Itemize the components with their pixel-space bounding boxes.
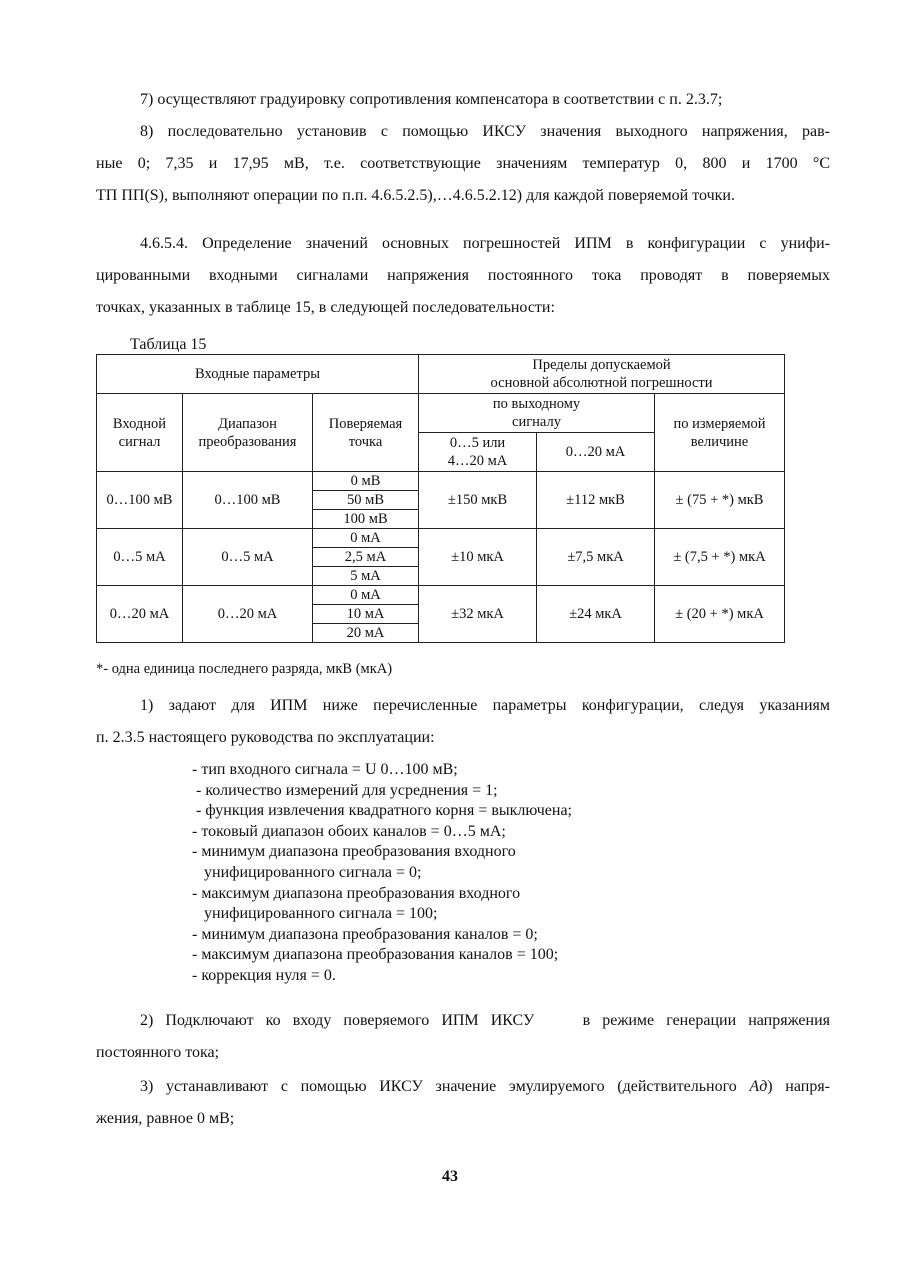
header-out-5-line1: 0…5 или [449,435,506,451]
config-parameter-list [192,760,572,987]
header-limits-line2: основной абсолютной погрешности [490,375,713,391]
cell-range: 0…20 мА [183,586,313,643]
cell-err-5: ±10 мкА [419,529,537,586]
header-limits [419,355,785,394]
list-item: унифицированного сигнала = 100; [192,905,438,923]
list-item: - минимум диапазона преобразования каналов = 0; [192,925,538,943]
section-4654-paragraph: 4.6.5.4. Определение значений основных погрешностей ИПМ в конфигурации с унифи- цированными входными сигналами напряжения постоянного тока проводят в поверяемых точках, указанных в таблице 15, в следующей последовательности: [96,235,830,316]
header-out-20: 0…20 мА [537,433,655,472]
header-point: Поверяемая точка [313,394,419,472]
item-8-paragraph: 8) последовательно установив с помощью ИКСУ значения выходного напряжения, рав- ные 0; 7,35 и 17,95 мВ, т.е. соответствующие значениям температур 0, 800 и 1700 °С ТП ПП(S), выполняют операции по п.п. 4.6.5.2.5),…4.6.5.2.12) для каждой поверяемой точки. [96,123,830,204]
cell-err-20: ±7,5 мкА [537,529,655,586]
header-range: Диапазон преобразования [183,394,313,472]
cell-point: 20 мА [313,624,419,643]
cell-point: 50 мВ [313,491,419,510]
cell-err-20: ±24 мкА [537,586,655,643]
step-3-symbol: Aд [749,1078,768,1095]
list-item: - количество измерений для усреднения = 1; [192,781,498,799]
cell-point: 10 мА [313,605,419,624]
cell-point: 0 мВ [313,472,419,491]
step-3-line-1: 3) устанавливают с помощью ИКСУ значение эмулируемого (действительного Aд) напря- [140,1078,831,1095]
cell-err-5: ±32 мкА [419,586,537,643]
list-item: унифицированного сигнала = 0; [192,863,422,881]
list-item: - максимум диапазона преобразования каналов = 100; [192,946,559,964]
cell-signal: 0…5 мА [97,529,183,586]
header-by-output-line2: сигналу [512,414,561,430]
cell-point: 0 мА [313,586,419,605]
header-out-5 [419,433,537,472]
cell-point: 2,5 мА [313,548,419,567]
item-7-paragraph: 7) осуществляют градуировку сопротивления компенсатора в соответствии с п. 2.3.7; [140,91,723,108]
page-number: 43 [442,1168,458,1185]
step-2-paragraph: 2) Подключают ко входу поверяемого ИПМ ИКСУ в режиме генерации напряжения постоянного тока; [96,1012,830,1061]
header-limits-line1: Пределы допускаемой [532,357,671,373]
cell-range: 0…5 мА [183,529,313,586]
header-input-params: Входные параметры [97,355,419,394]
step-1-paragraph: 1) задают для ИПМ ниже перечисленные параметры конфигурации, следуя указаниям п. 2.3.5 настоящего руководства по эксплуатации: [96,697,830,746]
list-item: - максимум диапазона преобразования входного [192,884,521,902]
cell-signal: 0…20 мА [97,586,183,643]
cell-signal: 0…100 мВ [97,472,183,529]
cell-err-measured: ± (20 + *) мкА [655,586,785,643]
table-row [97,529,785,548]
header-by-output [419,394,655,433]
table-row [97,586,785,605]
cell-err-measured: ± (7,5 + *) мкА [655,529,785,586]
list-item: - функция извлечения квадратного корня = выключена; [192,802,572,820]
header-by-measured: по измеряемой величине [655,394,785,472]
header-out-5-line2: 4…20 мА [447,453,508,469]
cell-point: 0 мА [313,529,419,548]
list-item: - коррекция нуля = 0. [192,966,336,984]
list-item: - минимум диапазона преобразования входного [192,843,516,861]
table-15 [96,354,785,643]
cell-range: 0…100 мВ [183,472,313,529]
table-caption: Таблица 15 [130,336,207,353]
table-header-row [97,394,785,433]
list-item: - токовый диапазон обоих каналов = 0…5 мА; [192,822,506,840]
cell-err-5: ±150 мкВ [419,472,537,529]
header-by-output-line1: по выходному [492,396,581,412]
table-header-row [97,355,785,394]
cell-err-measured: ± (75 + *) мкВ [655,472,785,529]
cell-point: 5 мА [313,567,419,586]
cell-err-20: ±112 мкВ [537,472,655,529]
table-row [97,472,785,491]
table-footnote: *- одна единица последнего разряда, мкВ (мкА) [96,661,393,677]
step-3-paragraph: 3) устанавливают с помощью ИКСУ значение эмулируемого (действительного Aд) напря- жения, равное 0 мВ; [96,1071,830,1135]
cell-point: 100 мВ [313,510,419,529]
list-item: - тип входного сигнала = U 0…100 мВ; [192,761,458,778]
header-input-signal: Входной сигнал [97,394,183,472]
